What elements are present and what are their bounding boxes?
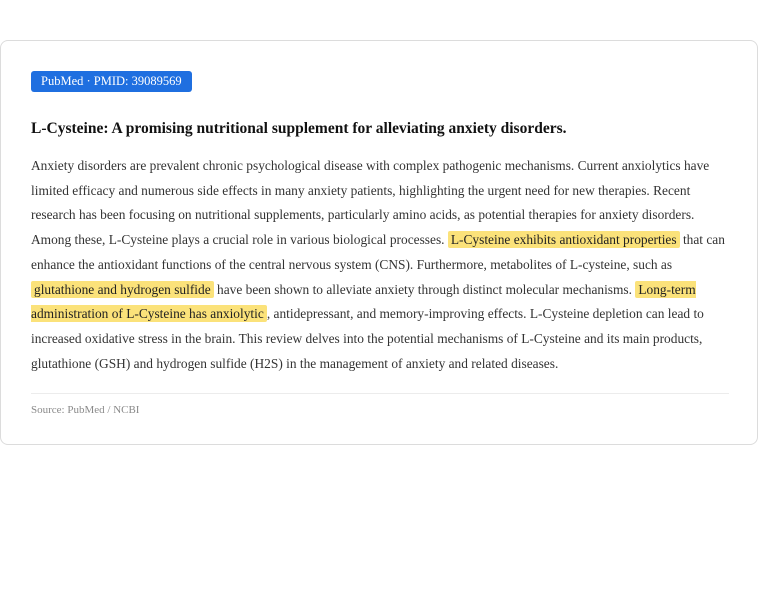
source-badge: PubMed · PMID: 39089569: [31, 71, 192, 92]
article-title: L-Cysteine: A promising nutritional supplement for alleviating anxiety disorders.: [31, 120, 567, 137]
abstract-text: [31, 154, 731, 376]
highlight-anxiolytic: Long-term administration of L-Cysteine has anxiolytic: [31, 281, 696, 322]
highlight-antioxidant: L-Cysteine exhibits antioxidant properties: [448, 231, 680, 248]
abstract-segment: that can enhance the antioxidant functions of the central nervous system (CNS). Furthermore, metabolites of L-cysteine, such as: [31, 232, 725, 272]
source-footer: Source: PubMed / NCBI: [31, 404, 140, 416]
highlight-metabolites: glutathione and hydrogen sulfide: [31, 281, 214, 298]
abstract-segment: , antidepressant, and memory-improving effects. L-Cysteine depletion can lead to increased oxidative stress in the brain. This review delves into the potential mechanisms of L-Cysteine and its main products, glutathione (GSH) and hydrogen sulfide (H2S) in the management of anxiety and related diseases.: [31, 306, 704, 371]
abstract-segment: Anxiety disorders are prevalent chronic psychological disease with complex pathogenic mechanisms. Current anxiolytics have limited efficacy and numerous side effects in many anxiety patients, highlighting the urgent need for new therapies. Recent research has been focusing on nutritional supplements, particularly amino acids, as potential therapies for anxiety disorders. Among these, L-Cysteine plays a crucial role in various biological processes.: [31, 158, 710, 248]
divider: [31, 393, 729, 394]
article-card: [0, 40, 758, 445]
abstract-segment: have been shown to alleviate anxiety through distinct molecular mechanisms.: [213, 281, 636, 297]
